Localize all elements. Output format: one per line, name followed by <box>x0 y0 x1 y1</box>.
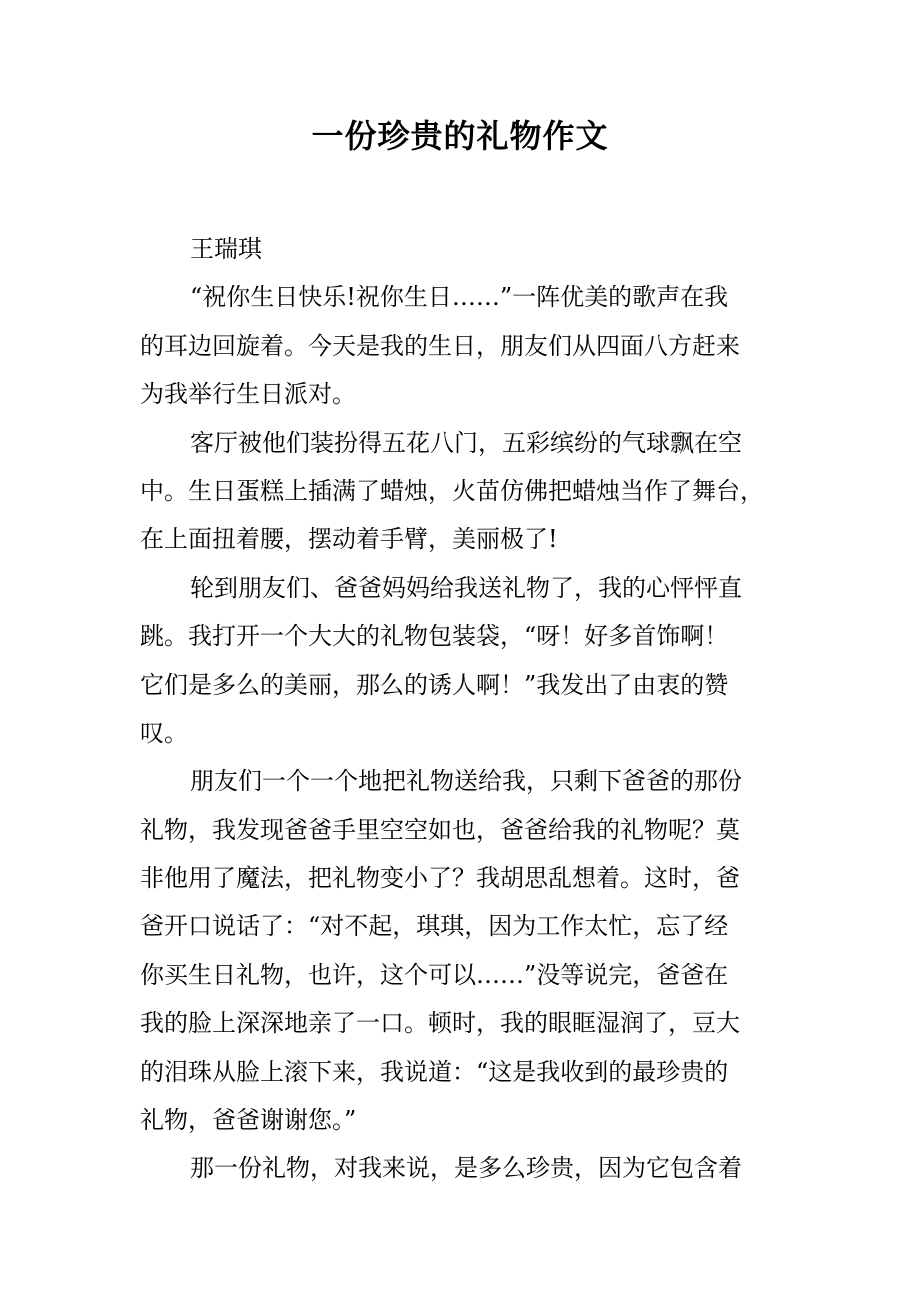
text-line: “祝你生日快乐!祝你生日……”一阵优美的歌声在我 <box>190 283 729 312</box>
text-line: 的耳边回旋着。今天是我的生日，朋友们从四面八方赶来 <box>140 331 740 360</box>
text-line: 客厅被他们装扮得五花八门，五彩缤纷的气球飘在空 <box>190 428 742 457</box>
text-line: 朋友们一个一个地把礼物送给我，只剩下爸爸的那份 <box>190 767 742 796</box>
text-line: 在上面扭着腰，摆动着手臂，美丽极了! <box>140 525 558 554</box>
text-line: 它们是多么的美丽，那么的诱人啊！”我发出了由衷的赞 <box>140 670 729 699</box>
document-body <box>140 225 776 1193</box>
document-title: 一份珍贵的礼物作文 <box>311 117 609 155</box>
text-line: 爸开口说话了：“对不起，琪琪，因为工作太忙，忘了经 <box>140 912 729 941</box>
text-line: 你买生日礼物，也许，这个可以……”没等说完，爸爸在 <box>140 960 729 989</box>
text-line: 我的脸上深深地亲了一口。顿时，我的眼眶湿润了，豆大 <box>140 1009 740 1038</box>
text-line: 叹。 <box>140 718 188 747</box>
text-line: 非他用了魔法，把礼物变小了？我胡思乱想着。这时，爸 <box>140 864 740 893</box>
text-line: 中。生日蛋糕上插满了蜡烛，火苗仿佛把蜡烛当作了舞台， <box>140 476 764 505</box>
text-line: 的泪珠从脸上滚下来，我说道：“这是我收到的最珍贵的 <box>140 1057 729 1086</box>
text-line: 轮到朋友们、爸爸妈妈给我送礼物了，我的心怦怦直 <box>190 573 742 602</box>
author-line: 王瑞琪 <box>190 235 262 263</box>
text-line: 礼物，我发现爸爸手里空空如也，爸爸给我的礼物呢？莫 <box>140 815 740 844</box>
text-line: 礼物，爸爸谢谢您。” <box>140 1106 357 1135</box>
text-line: 为我举行生日派对。 <box>140 380 356 409</box>
text-line: 那一份礼物，对我来说，是多么珍贵，因为它包含着 <box>190 1154 742 1183</box>
text-line: 跳。我打开一个大大的礼物包装袋，“呀！好多首饰啊！ <box>140 622 729 651</box>
